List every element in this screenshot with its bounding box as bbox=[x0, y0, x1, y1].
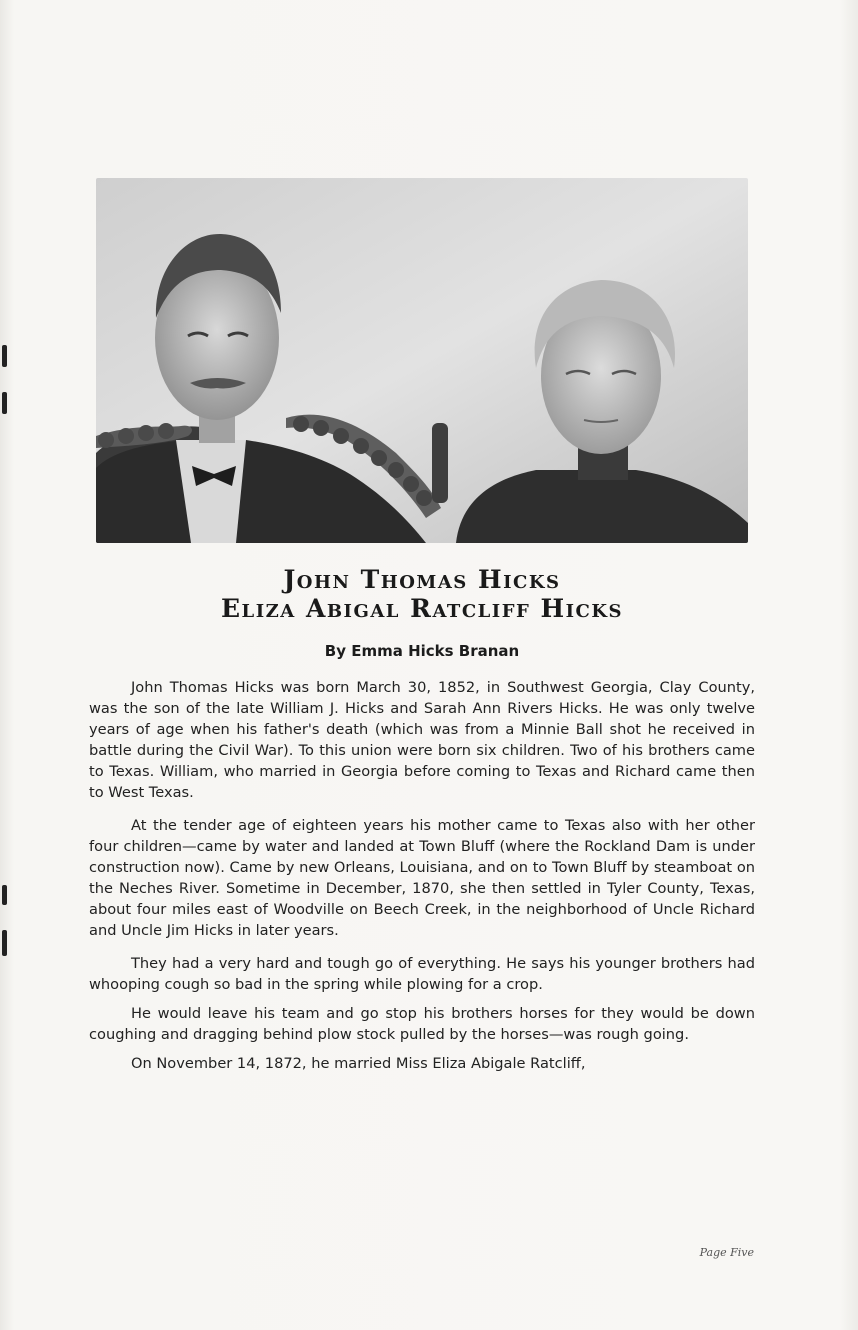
heading-line-2: Eliza Abigal Ratcliff Hicks bbox=[221, 594, 623, 623]
paragraph: He would leave his team and go stop his brothers horses for they would be down coughing and dragging behind plow stock pulled by the horses—was rough going. bbox=[89, 1005, 755, 1043]
page-number: Page Five bbox=[699, 1246, 754, 1259]
heading-line-1: John Thomas Hicks bbox=[283, 565, 561, 594]
article-body bbox=[89, 677, 755, 1086]
binding-mark bbox=[2, 930, 7, 956]
paragraph: At the tender age of eighteen years his mother came to Texas also with her other four children—came by water and landed at Town Bluff (where the Rockland Dam is under construction now). Came by new Orleans, Louisiana, and on to Town Bluff by steamboat on the Neches River. Sometime in December, 1870, she then settled in Tyler County, Texas, about four miles east of Woodville on Beech Creek, in the neighborhood of Uncle Richard and Uncle Jim Hicks in later years. bbox=[89, 817, 755, 939]
binding-mark bbox=[2, 885, 7, 905]
paragraph: On November 14, 1872, he married Miss Eliza Abigale Ratcliff, bbox=[131, 1055, 586, 1072]
portrait-photo bbox=[96, 178, 748, 543]
binding-mark bbox=[2, 345, 7, 367]
paragraph: John Thomas Hicks was born March 30, 1852, in Southwest Georgia, Clay County, was the son of the late William J. Hicks and Sarah Ann Rivers Hicks. He was only twelve years of age when his father's death (which was from a Minnie Ball shot he received in battle during the Civil War). To this union were born six children. Two of his brothers came to Texas. William, who married in Georgia before coming to Texas and Richard came then to West Texas. bbox=[89, 679, 755, 801]
paragraph: They had a very hard and tough go of everything. He says his younger brothers had whooping cough so bad in the spring while plowing for a crop. bbox=[89, 955, 755, 993]
byline: By Emma Hicks Branan bbox=[324, 642, 520, 660]
binding-mark bbox=[2, 392, 7, 414]
